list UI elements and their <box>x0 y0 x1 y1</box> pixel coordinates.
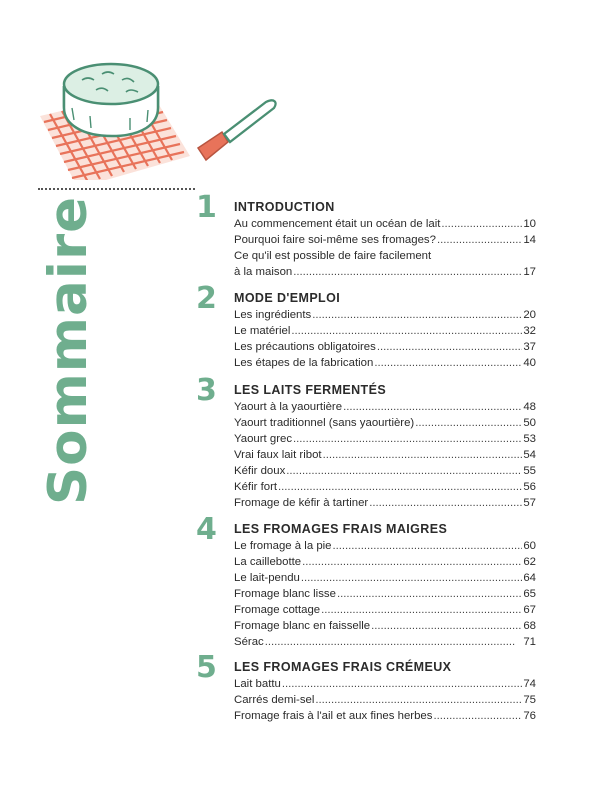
entry-page: 60 <box>523 540 536 552</box>
leader-dots <box>333 538 523 554</box>
toc-entry[interactable] <box>234 692 536 708</box>
entry-label-line[interactable]: Ce qu'il est possible de faire facilement <box>234 250 432 262</box>
toc-entry[interactable] <box>234 676 536 692</box>
entry-label: Kéfir doux <box>234 465 286 477</box>
entry-page: 65 <box>523 588 536 600</box>
toc-entry[interactable] <box>234 618 536 634</box>
entry-page: 64 <box>523 572 536 584</box>
entry-label: Le matériel <box>234 325 291 337</box>
chapter-3 <box>196 373 536 511</box>
leader-dots <box>291 323 522 339</box>
toc-entry[interactable] <box>234 708 536 724</box>
leader-dots <box>433 708 522 724</box>
toc-entry[interactable] <box>234 479 536 495</box>
chapter-title: LES LAITS FERMENTÉS <box>234 383 387 397</box>
chapter-title: LES FROMAGES FRAIS CRÉMEUX <box>234 660 452 674</box>
entry-label: Vrai faux lait ribot <box>234 449 322 461</box>
toc-entry[interactable] <box>234 586 536 602</box>
entry-page: 20 <box>523 309 536 321</box>
entry-label: Yaourt traditionnel (sans yaourtière) <box>234 417 415 429</box>
toc-entry[interactable] <box>234 415 536 431</box>
entry-page: 74 <box>523 678 536 690</box>
leader-dots <box>301 570 522 586</box>
leader-dots <box>343 399 522 415</box>
chapter-title: MODE D'EMPLOI <box>234 291 341 305</box>
leader-dots <box>374 355 522 371</box>
entry-label: Le lait-pendu <box>234 572 300 584</box>
entry-label: Les ingrédients <box>234 309 312 321</box>
entry-page: 57 <box>523 497 536 509</box>
leader-dots <box>278 479 522 495</box>
leader-dots <box>441 216 522 232</box>
dotted-divider <box>38 188 195 190</box>
toc-entry[interactable] <box>234 339 536 355</box>
chapter-1 <box>196 190 536 280</box>
entry-label: Les précautions obligatoires <box>234 341 376 353</box>
entry-page: 53 <box>523 433 536 445</box>
toc-entry[interactable] <box>234 602 536 618</box>
leader-dots <box>437 232 522 248</box>
cheese-wheel-icon <box>64 64 158 136</box>
entry-page: 40 <box>523 357 536 369</box>
leader-dots <box>282 676 522 692</box>
toc-entry[interactable] <box>234 447 536 463</box>
leader-dots <box>312 307 522 323</box>
cheese-illustration <box>30 50 310 180</box>
leader-dots <box>265 634 523 650</box>
entry-label: Yaourt grec <box>234 433 293 445</box>
cheese-knife-icon <box>198 100 276 160</box>
toc-entry[interactable] <box>234 216 536 232</box>
entry-label: à la maison <box>234 266 293 278</box>
entry-label: Fromage blanc en faisselle <box>234 620 371 632</box>
toc-entry[interactable] <box>234 307 536 323</box>
chapter-4 <box>196 512 536 650</box>
toc-entry[interactable] <box>234 463 536 479</box>
chapter-number: 1 <box>196 190 217 225</box>
chapter-number: 4 <box>196 512 217 547</box>
leader-dots <box>302 554 522 570</box>
entry-label: Kéfir fort <box>234 481 278 493</box>
entry-label: Yaourt à la yaourtière <box>234 401 343 413</box>
entry-label: La caillebotte <box>234 556 302 568</box>
leader-dots <box>321 602 522 618</box>
entry-label: Sérac <box>234 636 264 648</box>
page-title: Sommaire <box>38 195 99 505</box>
entry-page: 67 <box>523 604 536 616</box>
chapter-number: 3 <box>196 373 217 408</box>
entry-page: 17 <box>523 266 536 278</box>
entry-label: Au commencement était un océan de lait <box>234 218 441 230</box>
entry-page: 48 <box>523 401 536 413</box>
toc-entry[interactable] <box>234 554 536 570</box>
entry-page: 68 <box>523 620 536 632</box>
entry-label: Fromage cottage <box>234 604 321 616</box>
leader-dots <box>369 495 522 511</box>
entry-page: 62 <box>523 556 536 568</box>
entry-label: Pourquoi faire soi-même ses fromages? <box>234 234 436 246</box>
entry-page: 10 <box>523 218 536 230</box>
chapter-2 <box>196 281 536 371</box>
leader-dots <box>371 618 522 634</box>
entry-page: 54 <box>523 449 536 461</box>
leader-dots <box>337 586 522 602</box>
chapter-number: 5 <box>196 650 217 685</box>
entry-label: Le fromage à la pie <box>234 540 332 552</box>
toc-entry[interactable] <box>234 355 536 371</box>
entry-label: Les étapes de la fabrication <box>234 357 374 369</box>
entry-page: 37 <box>523 341 536 353</box>
chapter-5 <box>196 650 536 724</box>
leader-dots <box>293 431 522 447</box>
entry-label: Fromage de kéfir à tartiner <box>234 497 369 509</box>
toc-entry[interactable] <box>234 495 536 511</box>
entry-page: 14 <box>523 234 536 246</box>
leader-dots <box>323 447 523 463</box>
toc-entry[interactable] <box>234 634 536 650</box>
leader-dots <box>415 415 522 431</box>
entry-page: 50 <box>523 417 536 429</box>
toc-entry[interactable] <box>234 431 536 447</box>
chapter-title: LES FROMAGES FRAIS MAIGRES <box>234 522 448 536</box>
entry-page: 76 <box>523 710 536 722</box>
entry-page: 32 <box>523 325 536 337</box>
toc-entry[interactable] <box>234 323 536 339</box>
entry-page: 71 <box>523 636 536 648</box>
leader-dots <box>315 692 522 708</box>
leader-dots <box>286 463 522 479</box>
entry-page: 55 <box>523 465 536 477</box>
toc-entry[interactable] <box>234 570 536 586</box>
toc-entry[interactable] <box>234 538 536 554</box>
entry-label: Fromage frais à l'ail et aux fines herbes <box>234 710 433 722</box>
entry-label: Lait battu <box>234 678 281 690</box>
toc-entry[interactable] <box>234 264 536 280</box>
leader-dots <box>377 339 522 355</box>
leader-dots <box>293 264 522 280</box>
toc-entry[interactable] <box>234 232 536 248</box>
entry-page: 56 <box>523 481 536 493</box>
entry-label: Fromage blanc lisse <box>234 588 336 600</box>
entry-label: Carrés demi-sel <box>234 694 315 706</box>
entry-page: 75 <box>523 694 536 706</box>
toc-entry[interactable] <box>234 399 536 415</box>
chapter-title: INTRODUCTION <box>234 200 335 214</box>
chapter-number: 2 <box>196 281 217 316</box>
